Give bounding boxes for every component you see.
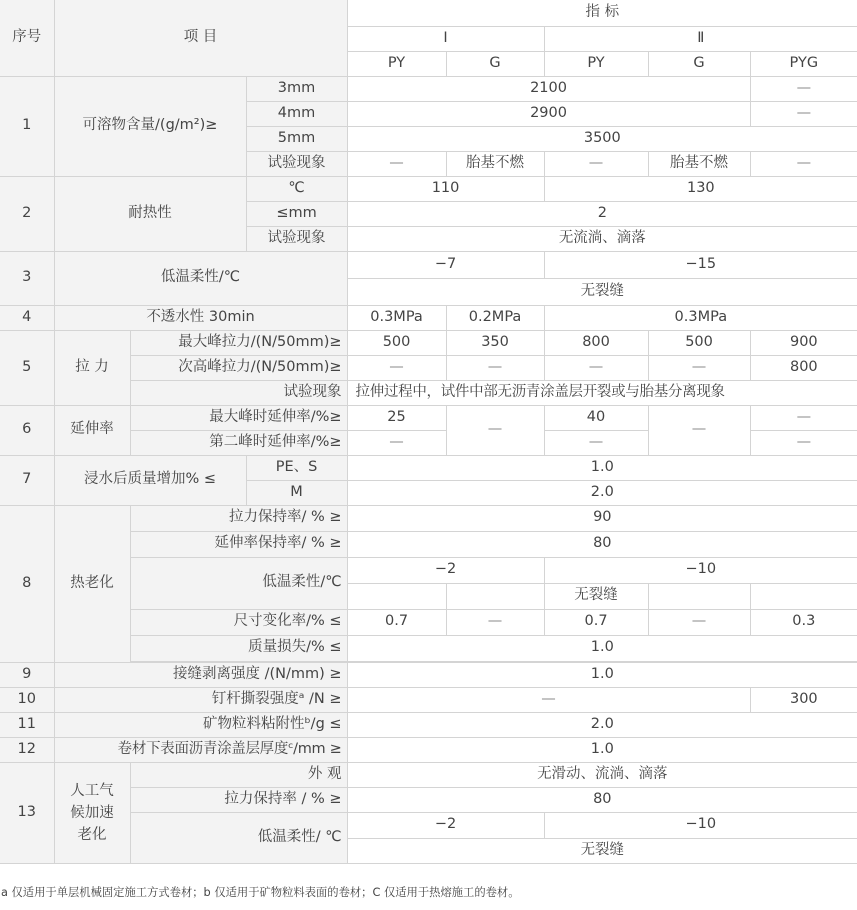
row4-group2: 0.3MPa <box>544 305 857 330</box>
footnote: a 仅适用于单层机械固定施工方式卷材；b 仅适用于矿物粒料表面的卷材；C 仅适用于热熔施工的卷材。 <box>1 886 520 899</box>
row6-g2: — <box>648 405 750 455</box>
row11-val: 2.0 <box>347 712 857 737</box>
row7-val-pes: 1.0 <box>347 455 857 480</box>
row1-obs-pyg: — <box>750 151 857 176</box>
row5-max-label: 最大峰拉力/(N/50mm)≥ <box>130 330 347 355</box>
row13-name-line3: 老化 <box>77 826 107 843</box>
row5-no: 5 <box>0 330 54 405</box>
row6-name: 延伸率 <box>54 405 130 455</box>
row2-val-c-2: 130 <box>544 176 857 201</box>
row8-lowtemp-result: 无裂缝 <box>544 583 648 609</box>
row12-no: 12 <box>0 737 54 762</box>
row5-sec-g1: — <box>446 355 544 380</box>
row13-name-line2: 候加速 <box>70 804 114 821</box>
row10-no: 10 <box>0 687 54 712</box>
row8-mass: 1.0 <box>347 635 857 661</box>
row10-name: 钉杆撕裂强度ᵃ /N ≥ <box>54 687 347 712</box>
row2-sub-obs: 试验现象 <box>246 226 347 251</box>
row2-val-mm: 2 <box>347 201 857 226</box>
row8-lowtemp-blank-g2 <box>648 583 750 609</box>
row12-name: 卷材下表面沥青涂盖层厚度ᶜ/mm ≥ <box>54 737 347 762</box>
row6-max-py2: 40 <box>544 405 648 430</box>
header-sub-g-2: G <box>648 51 750 76</box>
row8-dim-pyg: 0.3 <box>750 609 857 635</box>
row6-max-label: 最大峰时延伸率/%≥ <box>130 405 347 430</box>
row5-obs: 拉伸过程中，试件中部无沥青涂盖层开裂或与胎基分离现象 <box>347 380 857 405</box>
row13-lowtemp-1: −2 <box>347 812 544 838</box>
row8-tensile: 90 <box>347 505 857 531</box>
row2-sub-c: ℃ <box>246 176 347 201</box>
row13-appear: 无滑动、流淌、滴落 <box>347 762 857 787</box>
row7-name: 浸水后质量增加% ≤ <box>54 455 246 505</box>
row6-no: 6 <box>0 405 54 455</box>
header-sub-py-2: PY <box>544 51 648 76</box>
row7-val-m: 2.0 <box>347 480 857 505</box>
row8-no: 8 <box>0 505 54 662</box>
row1-obs-g1: 胎基不燃 <box>446 151 544 176</box>
row8-dim-py1: 0.7 <box>347 609 446 635</box>
row6-sec-label: 第二峰时延伸率/%≥ <box>130 430 347 455</box>
row8-lowtemp-blank-g1 <box>446 583 544 609</box>
row5-max-g2: 500 <box>648 330 750 355</box>
row8-dim-g2: — <box>648 609 750 635</box>
row13-name-line1: 人工气 <box>70 782 114 799</box>
row8-dim-label: 尺寸变化率/% ≤ <box>130 609 347 635</box>
row1-sub-obs: 试验现象 <box>246 151 347 176</box>
row5-max-py2: 800 <box>544 330 648 355</box>
row9-name: 接缝剥离强度 /(N/mm) ≥ <box>54 662 347 687</box>
row13-tensile: 80 <box>347 787 857 812</box>
row4-g: 0.2MPa <box>446 305 544 330</box>
row5-sec-py2: — <box>544 355 648 380</box>
row1-no: 1 <box>0 76 54 176</box>
header-sub-pyg: PYG <box>750 51 857 76</box>
row5-max-g1: 350 <box>446 330 544 355</box>
row2-name: 耐热性 <box>54 176 246 251</box>
header-group-2: Ⅱ <box>544 26 857 51</box>
row2-val-c-1: 110 <box>347 176 544 201</box>
row4-py: 0.3MPa <box>347 305 446 330</box>
header-group-1: Ⅰ <box>347 26 544 51</box>
row6-max-pyg: — <box>750 405 857 430</box>
row8-lowtemp-1: −2 <box>347 557 544 583</box>
row11-name: 矿物粒料粘附性ᵇ/g ≤ <box>54 712 347 737</box>
row8-name: 热老化 <box>54 505 130 662</box>
row4-name: 不透水性 30min <box>54 305 347 330</box>
row3-val-2: −15 <box>544 251 857 278</box>
row8-lowtemp-2: −10 <box>544 557 857 583</box>
row1-pyg-3mm: — <box>750 76 857 101</box>
row1-sub-4mm: 4mm <box>246 101 347 126</box>
row6-sec-pyg: — <box>750 430 857 455</box>
row8-mass-label: 质量损失/% ≤ <box>130 635 347 661</box>
row1-val-5mm: 3500 <box>347 126 857 151</box>
row1-obs-py2: — <box>544 151 648 176</box>
row3-val-1: −7 <box>347 251 544 278</box>
row5-sec-g2: — <box>648 355 750 380</box>
row8-lowtemp-label: 低温柔性/℃ <box>130 557 347 609</box>
row9-no: 9 <box>0 662 54 687</box>
row7-no: 7 <box>0 455 54 505</box>
row3-no: 3 <box>0 251 54 305</box>
row6-sec-py1: — <box>347 430 446 455</box>
row10-pyg: 300 <box>750 687 857 712</box>
row8-lowtemp-blank-py1 <box>347 583 446 609</box>
row1-obs-py1: — <box>347 151 446 176</box>
header-index: 指 标 <box>347 0 857 26</box>
row13-name <box>54 762 130 863</box>
row8-elong: 80 <box>347 531 857 557</box>
row13-appear-label: 外 观 <box>130 762 347 787</box>
row2-no: 2 <box>0 176 54 251</box>
row5-sec-label: 次高峰拉力/(N/50mm)≥ <box>130 355 347 380</box>
row11-no: 11 <box>0 712 54 737</box>
row13-lowtemp-label: 低温柔性/ ℃ <box>130 812 347 863</box>
header-sub-g-1: G <box>446 51 544 76</box>
row13-lowtemp-result: 无裂缝 <box>347 838 857 863</box>
row4-no: 4 <box>0 305 54 330</box>
row2-sub-mm: ≤mm <box>246 201 347 226</box>
row5-sec-py1: — <box>347 355 446 380</box>
row8-elong-label: 延伸率保持率/ % ≥ <box>130 531 347 557</box>
row3-result: 无裂缝 <box>347 278 857 305</box>
row1-pyg-4mm: — <box>750 101 857 126</box>
row5-max-py1: 500 <box>347 330 446 355</box>
row1-obs-g2: 胎基不燃 <box>648 151 750 176</box>
row1-val-4mm: 2900 <box>347 101 750 126</box>
row10-val: — <box>347 687 750 712</box>
row13-no: 13 <box>0 762 54 863</box>
header-no: 序号 <box>0 0 54 76</box>
row1-sub-5mm: 5mm <box>246 126 347 151</box>
row13-tensile-label: 拉力保持率 / % ≥ <box>130 787 347 812</box>
row3-name: 低温柔性/℃ <box>54 251 347 305</box>
header-item: 项 目 <box>54 0 347 76</box>
row1-val-3mm: 2100 <box>347 76 750 101</box>
row13-lowtemp-2: −10 <box>544 812 857 838</box>
row9-val: 1.0 <box>347 662 857 687</box>
row5-name: 拉 力 <box>54 330 130 405</box>
row6-max-py1: 25 <box>347 405 446 430</box>
row6-sec-py2: — <box>544 430 648 455</box>
row8-dim-g1: — <box>446 609 544 635</box>
row1-name: 可溶物含量/(g/m²)≥ <box>54 76 246 176</box>
row8-dim-py2: 0.7 <box>544 609 648 635</box>
row8-lowtemp-blank-pyg <box>750 583 857 609</box>
row5-sec-pyg: 800 <box>750 355 857 380</box>
row1-sub-3mm: 3mm <box>246 76 347 101</box>
row6-g1: — <box>446 405 544 455</box>
row7-sub-m: M <box>246 480 347 505</box>
row5-max-pyg: 900 <box>750 330 857 355</box>
header-sub-py-1: PY <box>347 51 446 76</box>
row8-tensile-label: 拉力保持率/ % ≥ <box>130 505 347 531</box>
row7-sub-pes: PE、S <box>246 455 347 480</box>
row2-obs: 无流淌、滴落 <box>347 226 857 251</box>
row5-obs-label: 试验现象 <box>130 380 347 405</box>
row12-val: 1.0 <box>347 737 857 762</box>
